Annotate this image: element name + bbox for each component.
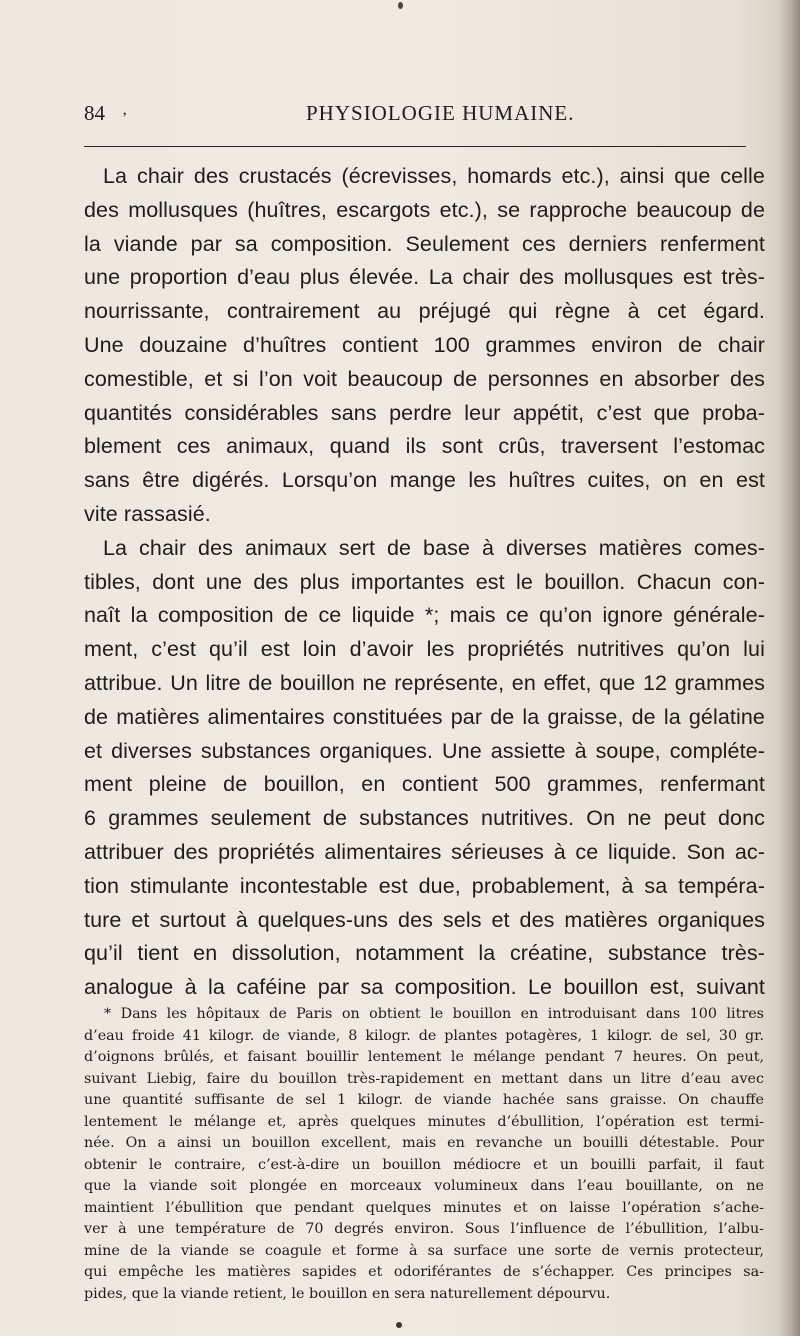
footnote-line: qui empêche les matières sapides et odoriférantes de s’échapper. Ces principes sa- [84, 1264, 764, 1280]
paragraph-line: quantités considérables sans perdre leur appétit, c’est que proba- [84, 400, 765, 425]
paragraph-line: tibles, dont une des plus importantes est le bouillon. Chacun con- [84, 569, 765, 594]
footnote-line: que la viande soit plongée en morceaux volumineux dans l’eau bouillante, on ne [84, 1178, 764, 1194]
paragraph-line: tion stimulante incontestable est due, probablement, à sa tempéra- [84, 873, 765, 898]
footnote-line: suivant Liebig, faire du bouillon très-rapidement en mettant dans un litre d’eau avec [84, 1070, 764, 1087]
paragraph-line: sans être digérés. Lorsqu’on mange les huîtres cuites, on en est [84, 468, 765, 493]
page-edge-shadow [778, 0, 800, 1336]
footnote-line: * Dans les hôpitaux de Paris on obtient le bouillon en introduisant dans 100 litres [104, 1006, 764, 1022]
print-speck-bottom [396, 1322, 402, 1328]
paragraph-line: La chair des animaux sert de base à diverses matières comes- [103, 535, 765, 560]
paragraph-line: ment, c’est qu’il est loin d’avoir les propriétés nutritives qu’on lui [84, 637, 765, 662]
paragraph-line: ment pleine de bouillon, en contient 500 grammes, renfermant [84, 772, 765, 797]
paragraph-line: 6 grammes seulement de substances nutritives. On ne peut donc [84, 806, 765, 831]
header-mark: ‚ [122, 101, 128, 118]
paragraph-line: Une douzaine d’huîtres contient 100 grammes environ de chair [84, 332, 765, 357]
paragraph-line: vite rassasié. [84, 501, 211, 526]
paragraph-line: blement ces animaux, quand ils sont crûs, traversent l’estomac [84, 434, 765, 459]
paragraph-line: comestible, et si l’on voit beaucoup de personnes en absorber des [84, 366, 765, 391]
paragraph-line: attribue. Un litre de bouillon ne représente, en effet, que 12 grammes [84, 670, 765, 695]
footnote-line: obtenir le contraire, c’est-à-dire un bouillon médiocre et un bouilli parfait, il faut [84, 1156, 764, 1173]
paragraph-line: une proportion d’eau plus élevée. La chair des mollusques est très- [84, 265, 765, 290]
paragraph-line: ture et surtout à quelques-uns des sels et des matières organiques [84, 907, 765, 932]
footnote-line: maintient l’ébullition que pendant quelques minutes et on laisse l’opération s’ache- [84, 1199, 764, 1216]
paragraph-line: nourrissante, contrairement au préjugé qui règne à cet égard. [84, 299, 765, 324]
footnote-line: une quantité suffisante de sel 1 kilogr. de viande hachée sans graisse. On chauffe [84, 1092, 764, 1108]
footnote-line: lentement le mélange et, après quelques minutes d’ébullition, l’opération est termi- [84, 1113, 764, 1130]
footnote-line: d’eau froide 41 kilogr. de viande, 8 kilogr. de plantes potagères, 1 kilogr. de sel, 30 gr. [84, 1027, 764, 1044]
paragraph-line: la viande par sa composition. Seulement ces derniers renferment [84, 231, 765, 256]
footnote-line: mine de la viande se coagule et forme à sa surface une sorte de vernis protecteur, [84, 1242, 764, 1259]
page-number: 84 [84, 101, 105, 125]
main-text [84, 160, 765, 1005]
page-header [84, 101, 744, 131]
footnote-line: pides, que la viande retient, le bouillon en sera naturellement dépourvu. [84, 1285, 611, 1302]
paragraph-line: de matières alimentaires constituées par de la graisse, de la gélatine [84, 704, 765, 729]
footnote [84, 1004, 764, 1305]
header-rule [84, 146, 746, 147]
footnote-line: ver à une température de 70 degrés environ. Sous l’influence de l’ébullition, l’albu- [84, 1221, 764, 1237]
footnote-line: d’oignons brûlés, et faisant bouillir lentement le mélange pendant 7 heures. On peut, [84, 1049, 764, 1065]
paragraph-line: des mollusques (huîtres, escargots etc.), se rapproche beaucoup de [84, 197, 765, 222]
running-title: PHYSIOLOGIE HUMAINE. [306, 101, 575, 125]
paragraph-line: et diverses substances organiques. Une assiette à soupe, compléte- [84, 738, 765, 763]
footnote-line: née. On a ainsi un bouillon excellent, mais en revanche un bouilli détestable. Pour [84, 1135, 764, 1151]
paragraph-line: La chair des crustacés (écrevisses, homards etc.), ainsi que celle [103, 164, 765, 188]
paragraph-line: attribuer des propriétés alimentaires sérieuses à ce liquide. Son ac- [84, 839, 765, 864]
print-speck-top [398, 2, 403, 9]
paragraph-line: analogue à la caféine par sa composition. Le bouillon est, suivant [84, 975, 765, 1000]
paragraph-line: qu’il tient en dissolution, notamment la créatine, substance très- [84, 941, 765, 966]
paragraph-line: naît la composition de ce liquide *; mais ce qu’on ignore générale- [84, 603, 765, 628]
